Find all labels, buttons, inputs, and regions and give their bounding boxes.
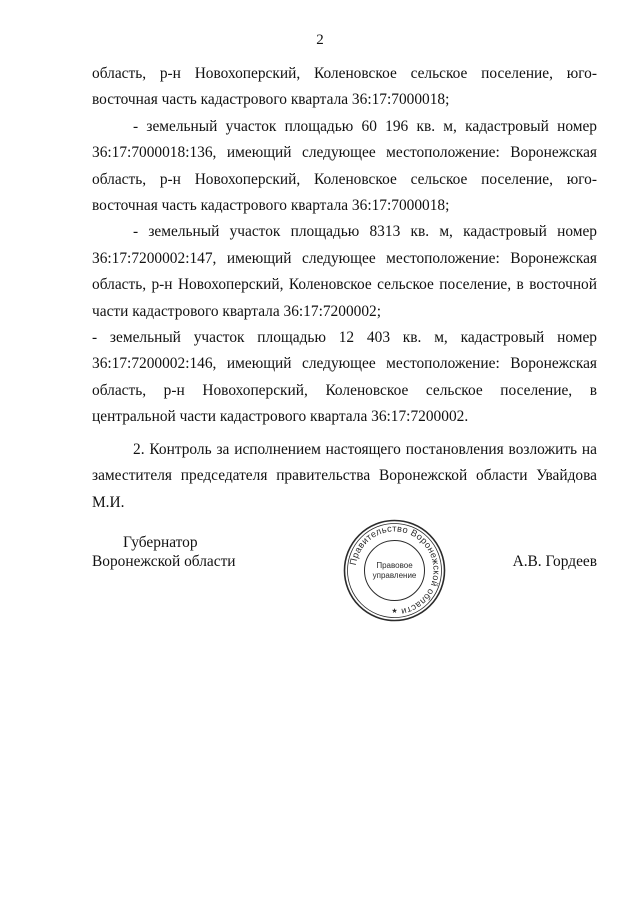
text-line: восточная часть кадастрового квартала 36:17:7000018; — [92, 197, 450, 215]
text-line: 36:17:7200002:147, имеющий следующее местоположение: Воронежская — [92, 249, 597, 267]
paragraph-control-clause — [92, 437, 597, 516]
text-line: - земельный участок площадью 60 196 кв. м, кадастровый номер — [133, 117, 597, 135]
text-line: область, р-н Новохоперский, Коленовское сельское поселение, в центральной — [92, 381, 597, 426]
signatory-title — [92, 533, 292, 571]
text-line: область, р-н Новохоперский, Коленовское сельское поселение, юго- — [92, 65, 597, 82]
text-line: - земельный участок площадью 12 403 кв. м, кадастровый номер — [92, 329, 597, 347]
stamp-graphic — [342, 518, 447, 623]
paragraph-land-plot-136 — [92, 114, 597, 220]
text-line: части кадастрового квартала 36:17:7200002; — [92, 302, 381, 320]
page-number: 2 — [316, 32, 324, 48]
text-line: части кадастрового квартала 36:17:7200002. — [179, 408, 469, 426]
signatory-position: Губернатор — [123, 534, 198, 551]
text-line: 36:17:7200002:146, имеющий следующее местоположение: Воронежская — [92, 355, 597, 373]
stamp-star-icon: ★ — [391, 608, 398, 615]
signatory-region: Воронежской области — [92, 553, 236, 570]
text-line: Увайдова М.И. — [92, 467, 597, 511]
paragraph-land-plot-147 — [92, 219, 597, 325]
stamp-inner-line2: управление — [372, 571, 417, 580]
signatory-name: А.В. Гордеев — [512, 553, 597, 570]
text-line: заместителя председателя правительства Воронежской области — [92, 467, 528, 485]
paragraph-land-plot-146 — [92, 325, 597, 431]
document-body — [92, 61, 597, 516]
text-line: 36:17:7000018:136, имеющий следующее местоположение: Воронежская — [92, 144, 597, 162]
text-line: 2. Контроль за исполнением настоящего постановления возложить на — [133, 440, 597, 458]
paragraph-continuation — [92, 61, 597, 114]
text-line: восточная часть кадастрового квартала 36:17:7000018; — [92, 91, 450, 109]
stamp-inner-line1: Правовое — [376, 561, 413, 570]
text-line: область, р-н Новохоперский, Коленовское сельское поселение, в восточной — [92, 276, 597, 294]
official-stamp-seal — [342, 518, 447, 623]
stamp-outer-text: Правительство Воронежской области — [347, 523, 442, 617]
text-line: - земельный участок площадью 8313 кв. м, кадастровый номер — [133, 223, 597, 241]
text-line: область, р-н Новохоперский, Коленовское сельское поселение, юго- — [92, 170, 597, 188]
